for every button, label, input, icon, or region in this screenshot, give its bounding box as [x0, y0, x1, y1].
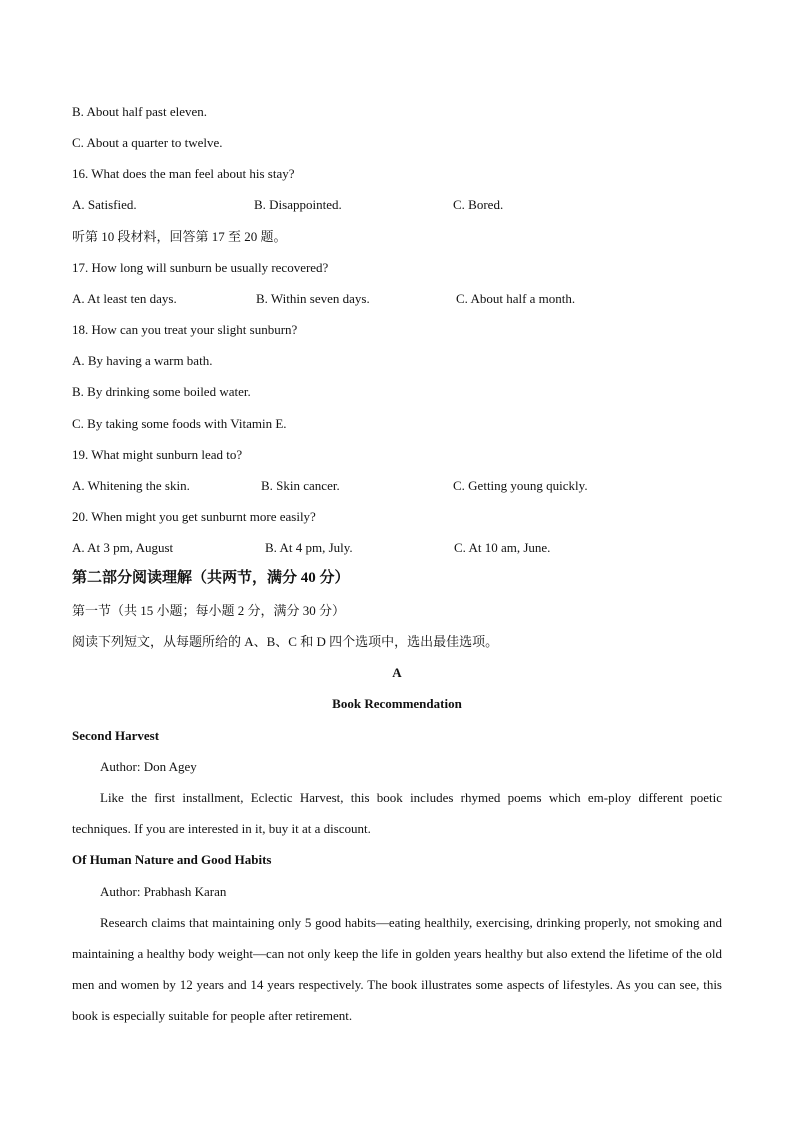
q19-option-a: A. Whitening the skin.	[72, 478, 190, 493]
q20-options	[72, 540, 551, 556]
q18-option-c: C. By taking some foods with Vitamin E.	[72, 416, 287, 431]
q20-option-c: C. At 10 am, June.	[454, 540, 551, 555]
q16-option-b: B. Disappointed.	[254, 197, 342, 212]
q17-option-a: A. At least ten days.	[72, 291, 177, 306]
part2-title: 第二部分阅读理解（共两节，满分 40 分）	[72, 570, 350, 586]
q19-option-c: C. Getting young quickly.	[453, 478, 588, 493]
q19-question: 19. What might sunburn lead to?	[72, 447, 243, 462]
book1-author: Author: Don Agey	[100, 759, 197, 774]
q20-question: 20. When might you get sunburnt more easily?	[72, 509, 316, 524]
q16-question: 16. What does the man feel about his stay?	[72, 166, 295, 181]
part2-section1: 第一节（共 15 小题；每小题 2 分，满分 30 分）	[72, 603, 346, 618]
q18-option-b: B. By drinking some boiled water.	[72, 384, 251, 399]
book2-title: Of Human Nature and Good Habits	[72, 852, 272, 867]
q17-option-c: C. About half a month.	[456, 291, 576, 306]
book2-author: Author: Prabhash Karan	[100, 884, 227, 899]
q17-question: 17. How long will sunburn be usually recovered?	[72, 260, 329, 275]
q15-option-b: B. About half past eleven.	[72, 104, 208, 119]
q17-option-b: B. Within seven days.	[256, 291, 370, 306]
q20-option-a: A. At 3 pm, August	[72, 540, 174, 555]
q20-option-b: B. At 4 pm, July.	[265, 540, 353, 555]
q17-options	[72, 291, 576, 307]
passage-letter: A	[392, 665, 402, 680]
part2-instruction: 阅读下列短文，从每题所给的 A、B、C 和 D 四个选项中，选出最佳选项。	[72, 634, 499, 649]
book1-title: Second Harvest	[72, 728, 160, 743]
book1-description: Like the first installment, Eclectic Harvest, this book includes rhymed poems which em-ploy different poetic techniques. If you are interested in it, buy it at a discount.	[72, 790, 722, 836]
q16-options	[72, 197, 504, 213]
section-10-instruction: 听第 10 段材料，回答第 17 至 20 题。	[72, 229, 287, 244]
q16-option-a: A. Satisfied.	[72, 197, 137, 212]
q16-option-c: C. Bored.	[453, 197, 504, 212]
q19-option-b: B. Skin cancer.	[261, 478, 340, 493]
q19-options	[72, 478, 588, 494]
q18-option-a: A. By having a warm bath.	[72, 353, 213, 368]
passage-title: Book Recommendation	[332, 696, 462, 711]
q18-question: 18. How can you treat your slight sunburn?	[72, 322, 298, 337]
q15-option-c: C. About a quarter to twelve.	[72, 135, 223, 150]
book2-description: Research claims that maintaining only 5 good habits—eating healthily, exercising, drinking properly, not smoking and maintaining a healthy body weight—can not only keep the life in golden years healthy but also extend the lifetime of the old men and women by 12 years and 14 years respectively. The book illustrates some aspects of lifestyles. As you can see, this book is especially suitable for people after retirement.	[72, 915, 722, 1023]
